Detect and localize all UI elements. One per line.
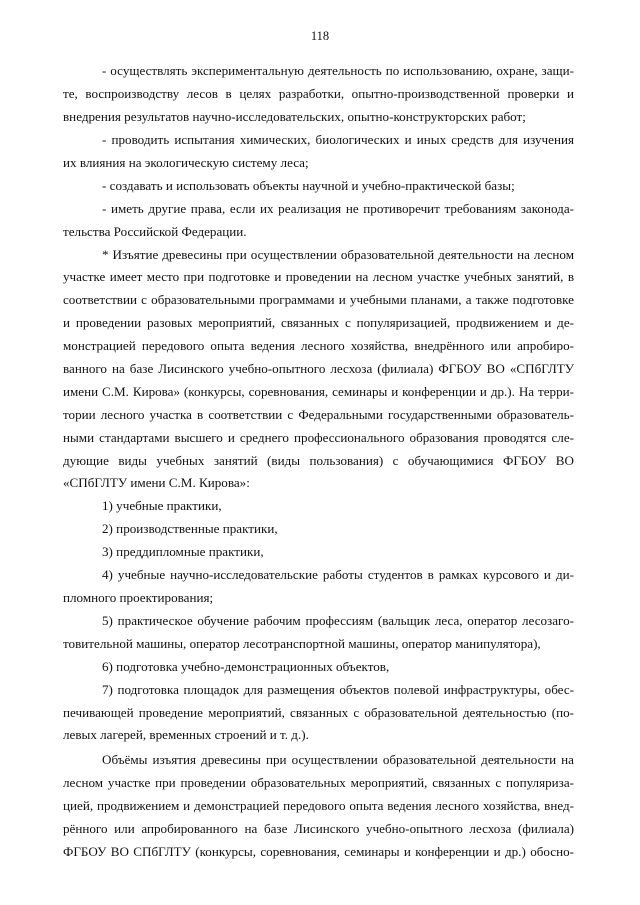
text-line: - иметь другие права, если их реализация не противоречит требованиям законода- [102, 201, 574, 216]
text-line: * Изъятие древесины при осуществлении образовательной деятельности на лесном [102, 247, 574, 262]
text-line: монстрацией передового опыта ведения лесного хозяйства, внедрённого или апробиро- [63, 338, 574, 353]
text-line: их влияния на экологическую систему леса; [63, 155, 309, 170]
text-line: цией, продвижением и демонстрацией передового опыта ведения лесного хозяйства, внед- [63, 798, 574, 813]
list-item: 2) производственные практики, [102, 521, 278, 536]
list-item: 6) подготовка учебно-демонстрационных объектов, [102, 659, 390, 674]
text-line: пломного проектирования; [63, 590, 214, 605]
list-item: 4) учебные научно-исследовательские работы студентов в рамках курсового и ди- [102, 567, 574, 582]
text-line: те, воспроизводству лесов в целях разработки, опытно-производственной проверки и [63, 86, 574, 101]
page-number: 118 [310, 29, 330, 43]
text-line: товительной машины, оператор лесотранспортной машины, оператор манипулятора), [63, 636, 541, 651]
text-line: тельства Российской Федерации. [63, 224, 247, 239]
list-item: 7) подготовка площадок для размещения объектов полевой инфраструктуры, обес- [102, 682, 574, 697]
text-line: - создавать и использовать объекты научной и учебно-практической базы; [102, 178, 515, 193]
text-line: имени С.М. Кирова» (конкурсы, соревнования, семинары и конференции и др.). На терри- [63, 384, 574, 399]
text-line: рённого или апробированного на базе Лисинского учебно-опытного лесхоза (филиала) [63, 821, 574, 836]
text-line: лесном участке при проведении образовательных мероприятий, связанных с популяриза- [63, 775, 574, 790]
text-line: ФГБОУ ВО СПбГЛТУ (конкурсы, соревнования, семинары и конференции и др.) обосно- [63, 844, 574, 859]
text-line: - проводить испытания химических, биологических и иных средств для изучения [102, 132, 574, 147]
list-item: 5) практическое обучение рабочим профессиям (вальщик леса, оператор лесозаго- [102, 613, 574, 628]
text-line: внедрения результатов научно-исследовательских, опытно-конструкторских работ; [63, 109, 526, 124]
text-line: печивающей проведение мероприятий, связанных с образовательной деятельностью (по- [63, 705, 574, 720]
text-line: «СПбГЛТУ имени С.М. Кирова»: [63, 475, 250, 490]
text-line: участке имеет место при подготовке и проведении на лесном участке учебных занятий, в [63, 269, 574, 284]
text-line: Объёмы изъятия древесины при осуществлении образовательной деятельности на [102, 752, 574, 767]
text-line: соответствии с образовательными программами и учебными планами, а также подготовке [63, 292, 574, 307]
text-line: ванного на базе Лисинского учебно-опытного лесхоза (филиала) ФГБОУ ВО «СПбГЛТУ [63, 361, 574, 376]
text-line: дующие виды учебных занятий (виды пользования) с обучающимися ФГБОУ ВО [63, 453, 574, 468]
list-item: 3) преддипломные практики, [102, 544, 264, 559]
text-line: левых лагерей, временных строений и т. д.). [63, 727, 309, 742]
text-line: - осуществлять экспериментальную деятельность по использованию, охране, защи- [102, 63, 574, 78]
text-line: тории лесного участка в соответствии с Федеральными государственными образователь- [63, 407, 574, 422]
text-line: ными стандартами высшего и среднего профессионального образования проводятся сле- [63, 430, 574, 445]
list-item: 1) учебные практики, [102, 498, 222, 513]
text-line: и проведении разовых мероприятий, связанных с популяризацией, продвижением и де- [63, 315, 574, 330]
